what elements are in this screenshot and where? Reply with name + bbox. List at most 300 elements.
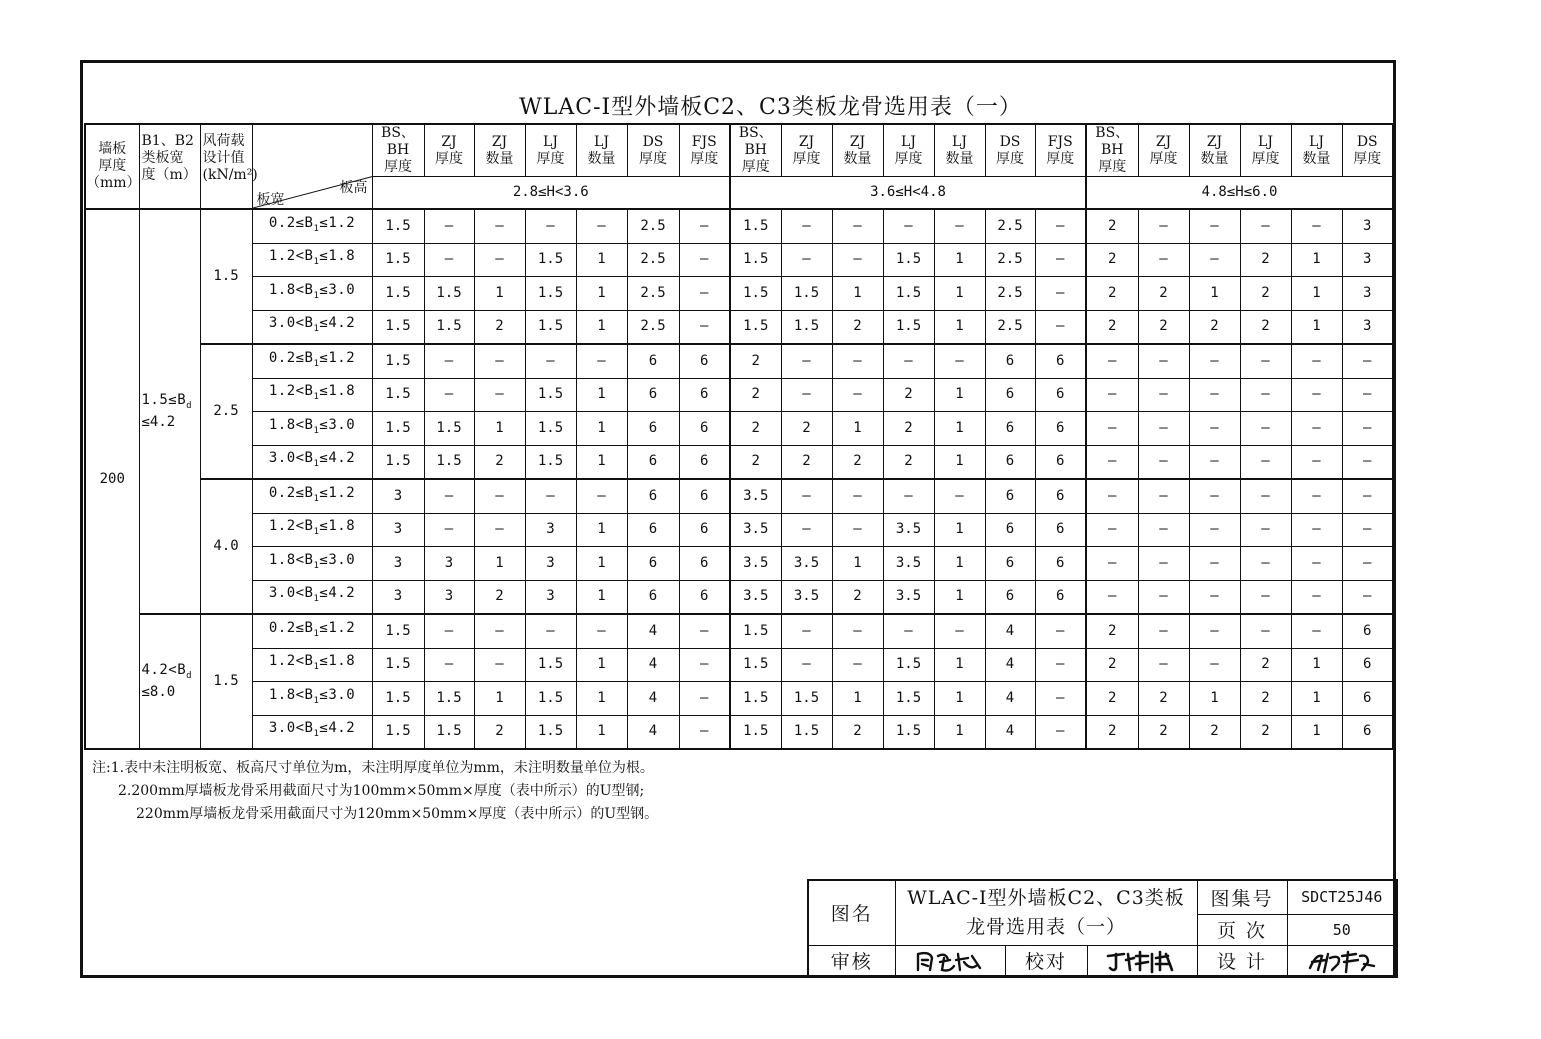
table-cell: 1 [934,682,985,716]
height-group-1: 2.8≤H<3.6 [372,177,730,210]
table-cell: 1.5 [730,648,781,682]
table-cell: — [781,209,832,243]
table-cell: 3.5 [730,513,781,547]
table-cell: 4 [985,614,1035,648]
header-board-height: 板高 [339,180,368,196]
table-cell: — [1189,513,1240,547]
table-cell: 1.5 [883,277,934,311]
table-cell: 6 [679,378,730,412]
table-cell: — [679,243,730,277]
table-cell: 1 [1291,648,1342,682]
table-cell: 6 [679,479,730,513]
title-block [807,879,1398,978]
table-cell: 2 [1138,277,1189,311]
header-col-zj: ZJ 厚度 [1138,124,1189,177]
table-cell: 2 [1189,310,1240,344]
table-cell: 4 [627,648,679,682]
table-cell: — [1035,715,1086,749]
table-cell: 6 [985,378,1035,412]
table-cell: — [474,209,525,243]
table-cell: — [781,243,832,277]
drawing-name-label: 图名 [808,880,895,945]
page-label: 页 次 [1197,914,1287,945]
table-cell: — [1189,412,1240,446]
table-cell: 1 [832,547,883,581]
table-cell: 2 [1240,243,1291,277]
table-cell: — [1291,412,1342,446]
table-cell: 3 [1342,277,1393,311]
table-cell: 1.5 [525,445,576,479]
table-cell: 1.5 [883,310,934,344]
table-cell: 2 [1086,614,1138,648]
table-cell: 4 [627,614,679,648]
table-cell: 3.5 [781,547,832,581]
header-col-lj: LJ 数量 [1291,124,1342,177]
board-width-range: $0.2\le B_1\le 1.2$ [252,209,372,243]
table-cell: — [1138,547,1189,581]
table-cell: 6 [627,344,679,378]
table-cell: 1 [576,547,627,581]
table-cell: 1.5 [372,378,424,412]
table-cell: — [1291,580,1342,614]
table-cell: — [1342,378,1393,412]
table-cell: — [781,378,832,412]
table-cell: 1 [1291,682,1342,716]
header-col-zj: ZJ 数量 [1189,124,1240,177]
table-cell: 2 [1138,682,1189,716]
table-cell: — [1189,378,1240,412]
table-cell: — [1138,243,1189,277]
table-cell: 1 [832,682,883,716]
table-cell: — [1138,648,1189,682]
table-cell: — [1291,614,1342,648]
table-cell: 2 [474,310,525,344]
header-col-lj: LJ 数量 [934,124,985,177]
table-cell: 1.5 [781,310,832,344]
header-col-ds: DS 厚度 [1342,124,1393,177]
table-cell: 6 [1035,378,1086,412]
table-cell: 1.5 [424,277,474,311]
table-cell: 1.5 [883,715,934,749]
check-signature-image [1102,948,1182,974]
table-cell: 3.5 [883,513,934,547]
table-cell: 6 [985,412,1035,446]
table-cell: 1 [1291,715,1342,749]
table-cell: 1 [576,580,627,614]
table-cell: — [1086,445,1138,479]
table-cell: 2.5 [627,310,679,344]
table-cell: — [1086,378,1138,412]
table-cell: 1 [474,277,525,311]
table-cell: 6 [1035,547,1086,581]
board-width-range: $3.0<B_1\le 4.2$ [252,445,372,479]
table-cell: — [576,209,627,243]
table-cell: 6 [679,580,730,614]
table-cell: 1.5 [781,277,832,311]
table-cell: 2 [832,310,883,344]
table-cell: — [934,344,985,378]
table-row [85,243,1393,277]
wind-load-value: 1.5 [200,209,252,344]
table-cell: — [1189,445,1240,479]
table-cell: 1 [474,412,525,446]
atlas-no-label: 图集号 [1197,880,1287,914]
table-cell: 2 [474,580,525,614]
table-cell: — [679,648,730,682]
table-cell: — [1035,648,1086,682]
design-signature-image [1302,948,1382,974]
table-cell: — [883,614,934,648]
table-cell: — [1086,580,1138,614]
header-col-zj: ZJ 厚度 [781,124,832,177]
table-cell: 1.5 [730,682,781,716]
wall-thickness-value: 200 [85,209,139,749]
board-width-range: $1.8<B_1\le 3.0$ [252,682,372,716]
table-cell: 3 [1342,209,1393,243]
table-cell: 1 [576,648,627,682]
table-cell: 1.5 [372,715,424,749]
header-col-zj: ZJ 厚度 [424,124,474,177]
table-cell: 6 [627,547,679,581]
table-cell: — [883,479,934,513]
table-cell: 1.5 [883,243,934,277]
table-cell: 1.5 [781,682,832,716]
board-width-range: $0.2\le B_1\le 1.2$ [252,344,372,378]
table-cell: 1 [474,547,525,581]
table-cell: — [424,209,474,243]
table-cell: — [1035,682,1086,716]
table-cell: 1 [832,277,883,311]
table-row [85,715,1393,749]
table-cell: 1 [576,277,627,311]
table-cell: 6 [1342,682,1393,716]
table-cell: — [1342,580,1393,614]
table-cell: — [1240,344,1291,378]
table-cell: 6 [627,479,679,513]
table-cell: — [1086,547,1138,581]
table-cell: — [424,513,474,547]
table-cell: 2 [1086,682,1138,716]
table-cell: 6 [627,378,679,412]
table-cell: 1.5 [730,243,781,277]
table-cell: 1.5 [372,310,424,344]
header-wind-load: 风荷载 设计值 (kN/m²) [200,124,252,209]
table-cell: — [474,243,525,277]
table-cell: 3 [525,580,576,614]
table-cell: — [525,614,576,648]
table-cell: 2 [1086,648,1138,682]
bd-range-2: $4.2<B_d$ ≤8.0 [139,614,200,749]
table-cell: 2.5 [985,209,1035,243]
table-cell: — [1240,445,1291,479]
table-cell: — [781,614,832,648]
table-cell: 1.5 [730,715,781,749]
table-cell: 2.5 [627,243,679,277]
table-cell: 6 [985,344,1035,378]
table-cell: 6 [1035,412,1086,446]
table-cell: 6 [1342,614,1393,648]
table-cell: — [1086,513,1138,547]
table-cell: — [934,614,985,648]
table-cell: 6 [985,513,1035,547]
table-cell: 2 [1086,243,1138,277]
table-cell: — [1189,547,1240,581]
table-cell: — [1086,412,1138,446]
table-cell: — [934,209,985,243]
table-cell: 1.5 [525,682,576,716]
table-cell: 2.5 [985,243,1035,277]
table-cell: 1.5 [424,445,474,479]
table-cell: — [1240,378,1291,412]
table-cell: — [679,209,730,243]
table-cell: — [832,243,883,277]
table-cell: 1.5 [525,648,576,682]
table-row [85,378,1393,412]
table-cell: — [1138,479,1189,513]
table-cell: 6 [679,445,730,479]
table-cell: — [474,479,525,513]
table-cell: — [1189,209,1240,243]
table-cell: 3 [372,547,424,581]
board-width-range: $1.2<B_1\le 1.8$ [252,648,372,682]
table-cell: — [1138,412,1189,446]
table-cell: 2.5 [627,209,679,243]
table-cell: 2 [730,378,781,412]
table-cell: 2 [883,412,934,446]
table-cell: 1 [934,412,985,446]
table-cell: — [1240,547,1291,581]
table-row [85,445,1393,479]
table-cell: — [474,344,525,378]
table-cell: 1.5 [525,715,576,749]
table-cell: 1.5 [525,378,576,412]
table-row [85,614,1393,648]
table-cell: 4 [985,648,1035,682]
table-row [85,209,1393,243]
table-cell: — [832,513,883,547]
table-cell: 3.5 [730,547,781,581]
board-width-range: $1.8<B_1\le 3.0$ [252,547,372,581]
table-cell: 3 [525,513,576,547]
table-cell: 3 [372,479,424,513]
table-cell: 1 [934,310,985,344]
table-cell: — [1086,479,1138,513]
table-row [85,513,1393,547]
table-cell: — [1291,344,1342,378]
table-cell: — [781,648,832,682]
table-cell: — [1291,547,1342,581]
table-cell: — [1035,243,1086,277]
table-cell: 1.5 [424,715,474,749]
table-cell: 6 [1342,648,1393,682]
table-cell: 3 [1342,243,1393,277]
table-cell: — [1291,209,1342,243]
table-cell: — [1189,344,1240,378]
table-cell: 1.5 [525,412,576,446]
table-cell: 6 [985,479,1035,513]
table-cell: — [883,344,934,378]
header-col-bs-bh: BS、BH 厚度 [372,124,424,177]
table-cell: — [679,277,730,311]
wind-load-value: 1.5 [200,614,252,749]
table-cell: — [1086,344,1138,378]
table-cell: 3 [372,513,424,547]
table-cell: 1 [934,580,985,614]
table-cell: 6 [1035,445,1086,479]
table-cell: 2 [1138,715,1189,749]
table-row [85,479,1393,513]
table-cell: — [1189,243,1240,277]
wind-load-value: 2.5 [200,344,252,479]
table-cell: — [474,513,525,547]
table-cell: 4 [985,715,1035,749]
table-cell: — [781,513,832,547]
table-cell: — [424,648,474,682]
table-cell: — [1189,648,1240,682]
table-cell: 6 [1342,715,1393,749]
table-cell: — [474,648,525,682]
table-cell: 6 [627,412,679,446]
table-cell: 6 [679,412,730,446]
table-cell: — [832,479,883,513]
table-cell: 1.5 [730,614,781,648]
table-cell: — [1189,580,1240,614]
table-cell: 2 [883,378,934,412]
header-col-fjs: FJS 厚度 [1035,124,1086,177]
table-cell: — [832,378,883,412]
table-cell: — [679,614,730,648]
header-board-width: 板宽 [256,192,285,208]
board-width-range: $3.0<B_1\le 4.2$ [252,580,372,614]
table-cell: 6 [679,344,730,378]
table-cell: 3 [424,580,474,614]
table-cell: 1.5 [372,277,424,311]
table-cell: — [1189,479,1240,513]
table-cell: 6 [1035,580,1086,614]
table-cell: — [1189,614,1240,648]
notes [92,757,658,826]
table-row [85,310,1393,344]
table-cell: 1 [1291,277,1342,311]
table-cell: 1.5 [781,715,832,749]
table-cell: 3.5 [883,547,934,581]
table-cell: — [1138,614,1189,648]
table-cell: 1.5 [372,412,424,446]
table-cell: 2 [730,344,781,378]
table-cell: — [934,479,985,513]
table-row [85,648,1393,682]
table-cell: 2 [1086,310,1138,344]
drawing-name-line-2: 龙骨选用表（一） [966,915,1127,938]
table-cell: — [424,243,474,277]
table-cell: 2 [474,445,525,479]
table-cell: — [1291,513,1342,547]
table-cell: 1.5 [372,445,424,479]
table-cell: 2 [1138,310,1189,344]
header-col-fjs: FJS 厚度 [679,124,730,177]
table-cell: 2 [730,412,781,446]
table-row [85,412,1393,446]
table-cell: 6 [985,445,1035,479]
table-cell: 6 [627,445,679,479]
table-cell: 1.5 [372,614,424,648]
table-cell: — [1240,479,1291,513]
table-row [85,547,1393,581]
table-cell: — [1240,513,1291,547]
table-cell: 1 [934,277,985,311]
height-group-2: 3.6≤H<4.8 [730,177,1086,210]
table-cell: — [424,614,474,648]
table-cell: 1.5 [424,682,474,716]
table-cell: 3 [372,580,424,614]
table-cell: 1 [934,547,985,581]
table-cell: 2 [883,445,934,479]
table-cell: 6 [1035,513,1086,547]
table-cell: — [474,378,525,412]
table-cell: 1 [934,445,985,479]
table-cell: — [1240,209,1291,243]
table-cell: — [1035,614,1086,648]
table-cell: 1 [474,682,525,716]
note-2: 2.200mm厚墙板龙骨采用截面尺寸为100mm×50mm×厚度（表中所示）的U型钢; [118,783,645,799]
table-cell: 3 [525,547,576,581]
table-cell: 6 [1035,479,1086,513]
table-cell: — [679,715,730,749]
page-title: WLAC-Ⅰ型外墙板C2、C3类板龙骨选用表（一） [519,95,1022,120]
table-cell: — [832,344,883,378]
table-cell: — [1035,310,1086,344]
review-signature [895,945,1005,977]
table-cell: — [576,344,627,378]
board-width-range: $0.2\le B_1\le 1.2$ [252,614,372,648]
table-cell: — [781,344,832,378]
table-cell: 2 [730,445,781,479]
table-cell: 6 [627,580,679,614]
table-cell: 1 [576,310,627,344]
height-group-3: 4.8≤H≤6.0 [1086,177,1393,210]
bd-range-1: $1.5\le B_d$ ≤4.2 [139,209,200,614]
table-cell: 2 [1240,277,1291,311]
table-cell: 3.5 [781,580,832,614]
header-col-lj: LJ 厚度 [1240,124,1291,177]
table-cell: — [781,479,832,513]
header-col-lj: LJ 数量 [576,124,627,177]
table-cell: 2 [1240,715,1291,749]
page-no: 50 [1287,914,1397,945]
table-cell: 2.5 [627,277,679,311]
table-cell: — [1240,614,1291,648]
table-cell: — [525,479,576,513]
table-cell: — [883,209,934,243]
table-cell: 6 [679,547,730,581]
table-cell: 1 [576,412,627,446]
table-cell: 1.5 [424,310,474,344]
table-cell: 2 [781,445,832,479]
table-cell: 2 [832,715,883,749]
table-cell: 1.5 [525,277,576,311]
table-cell: 6 [627,513,679,547]
table-cell: 4 [985,682,1035,716]
note-1: 注:1.表中未注明板宽、板高尺寸单位为m，未注明厚度单位为mm，未注明数量单位为根。 [92,760,654,776]
table-cell: — [1035,209,1086,243]
table-cell: 4 [627,715,679,749]
keel-selection-table [84,123,1394,750]
table-cell: — [1342,479,1393,513]
table-cell: 3.5 [883,580,934,614]
table-cell: 1 [1189,682,1240,716]
review-signature-image [910,948,990,974]
table-cell: 1.5 [730,277,781,311]
